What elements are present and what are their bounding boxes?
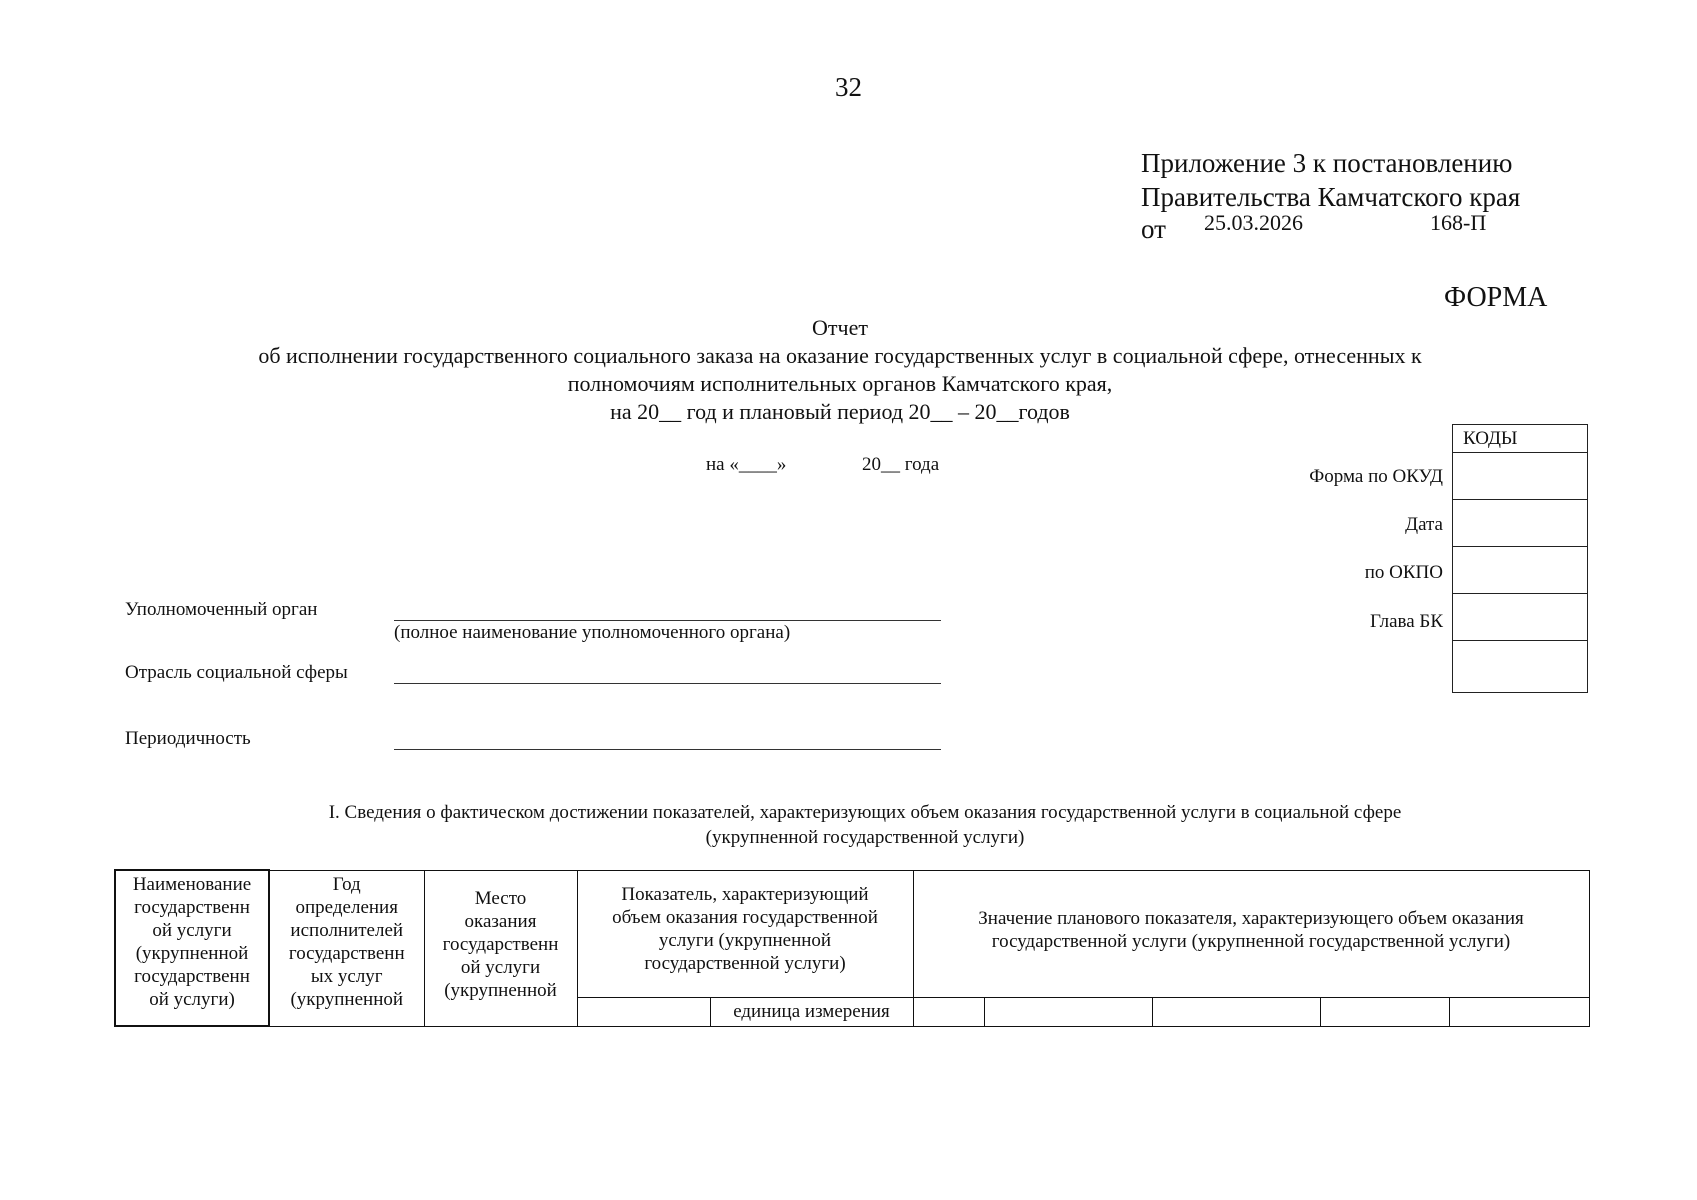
header-indicator: Показатель, характеризующий объем оказания государственной услуги (укрупненной государственной услуги)	[577, 870, 913, 997]
appendix-number: 168-П	[1430, 210, 1487, 235]
authority-hint: (полное наименование уполномоченного органа)	[394, 622, 791, 643]
code-okpo-cell[interactable]	[1453, 547, 1588, 594]
code-extra-cell[interactable]	[1453, 641, 1588, 693]
subheader-cell-3	[1152, 997, 1320, 1026]
appendix-date: 25.03.2026	[1204, 210, 1303, 235]
report-title-line-3: полномочиям исполнительных органов Камчатского края,	[567, 371, 1113, 396]
subheader-cell-4	[1320, 997, 1449, 1026]
code-label-okpo: по ОКПО	[1364, 562, 1443, 583]
report-title: Отчет	[812, 315, 868, 340]
authority-line[interactable]	[394, 620, 941, 621]
as-of-year: 20__ года	[862, 454, 940, 475]
code-label-budget-chapter: Глава БК	[1370, 611, 1443, 632]
report-title-line-4: на 20__ год и плановый период 20__ – 20__годов	[610, 399, 1070, 424]
subheader-cell-5	[1449, 997, 1589, 1026]
sector-line[interactable]	[394, 683, 941, 684]
code-budget-chapter-cell[interactable]	[1453, 594, 1588, 641]
appendix-ot: от	[1141, 214, 1166, 244]
subheader-unit: единица измерения	[710, 997, 913, 1026]
section-1-subtitle: (укрупненной государственной услуги)	[705, 827, 1025, 848]
subheader-cell-1	[913, 997, 984, 1026]
header-year: Год определения исполнителей государственн ых услуг (укрупненной	[269, 870, 424, 1026]
code-date-cell[interactable]	[1453, 500, 1588, 547]
appendix-line-1: Приложение 3 к постановлению	[1141, 148, 1513, 178]
code-label-date: Дата	[1405, 514, 1443, 535]
code-okud-cell[interactable]	[1453, 453, 1588, 500]
report-title-line-2: об исполнении государственного социального заказа на оказание государственных услуг в социальной сфере, отнесенных к	[258, 343, 1422, 368]
sector-label: Отрасль социальной сферы	[125, 662, 348, 683]
subheader-empty	[577, 997, 710, 1026]
form-label: ФОРМА	[1444, 282, 1548, 313]
code-label-okud: Форма по ОКУД	[1309, 466, 1443, 487]
section-1-title: I. Сведения о фактическом достижении показателей, характеризующих объем оказания государственной услуги в социальной сфере	[328, 802, 1402, 823]
periodicity-line[interactable]	[394, 749, 941, 750]
services-table	[114, 869, 1590, 1027]
subheader-cell-2	[984, 997, 1152, 1026]
periodicity-label: Периодичность	[125, 728, 251, 749]
header-planned-value: Значение планового показателя, характеризующего объем оказания государственной услуги (укрупненной государственной услуги)	[913, 870, 1589, 997]
as-of-day: на «____»	[706, 454, 787, 475]
codes-header: КОДЫ	[1453, 425, 1588, 453]
header-service-name: Наименование государственн ой услуги (укрупненной государственн ой услуги)	[115, 870, 269, 1026]
appendix-line-2: Правительства Камчатского края	[1141, 182, 1521, 212]
authority-label: Уполномоченный орган	[125, 599, 318, 620]
page-number: 32	[835, 72, 862, 102]
codes-table	[1452, 424, 1588, 693]
header-place: Место оказания государственн ой услуги (укрупненной	[424, 870, 577, 1026]
